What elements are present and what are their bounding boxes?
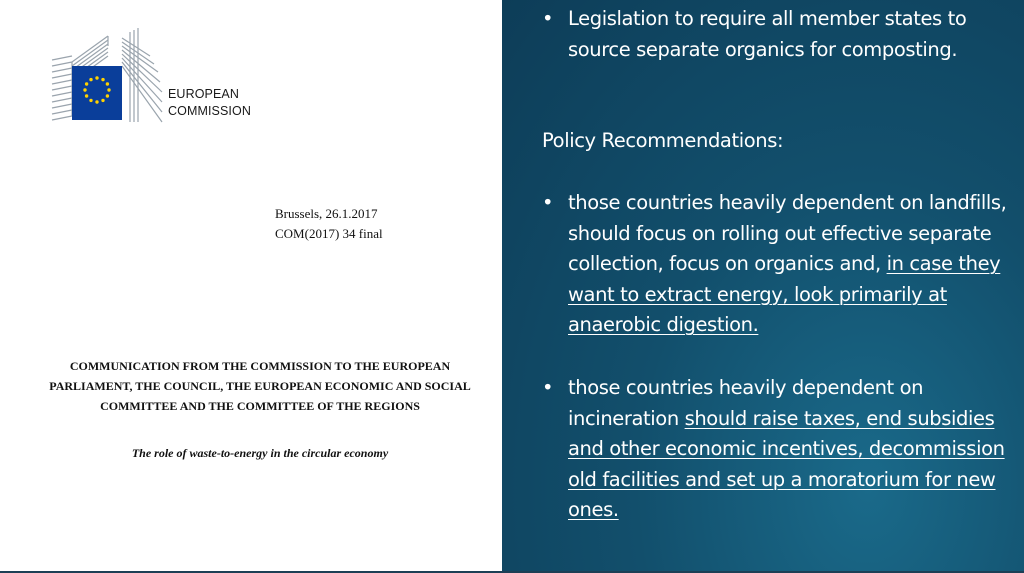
recommendation-text [568,188,1022,341]
recommendation-text [568,373,1022,526]
title-line: COMMITTEE AND THE COMMITTEE OF THE REGIONS [100,399,420,413]
document-title [40,356,480,416]
recommendation-underlined: should raise taxes, end subsidies and other economic incentives, decommission old facilities and set up a moratorium for new ones. [568,406,1005,521]
document-subtitle: The role of waste-to-energy in the circular economy [131,446,389,460]
recommendation-item [542,373,1022,526]
eu-flag [72,66,122,120]
document-cover-panel [0,0,502,573]
policy-heading: Policy Recommendations: [542,129,784,152]
recommendation-plain: those countries heavily dependent on incineration [568,376,924,430]
bullet-text: Legislation to require all member states to source separate organics for composting. [568,7,967,61]
recommendation-item [542,188,1022,341]
bullet-item [542,4,1022,65]
title-line: COMMUNICATION FROM THE COMMISSION TO THE EUROPEAN [69,359,451,373]
bullet-dot: • [542,376,554,399]
bullet-dot: • [542,7,554,30]
document-meta [275,204,383,244]
logo-wordmark [168,86,251,120]
recommendation-plain: those countries heavily dependent on landfills, should focus on rolling out effective separate collection, focus on organics and, [568,191,1007,275]
bullet-dot: • [542,191,554,214]
logo-line-1: EUROPEAN [168,87,239,101]
document-reference: COM(2017) 34 final [275,226,383,241]
place-date: Brussels, 26.1.2017 [275,206,378,221]
title-line: PARLIAMENT, THE COUNCIL, THE EUROPEAN ECONOMIC AND SOCIAL [49,379,471,393]
recommendation-underlined: in case they want to extract energy, look primarily at anaerobic digestion. [568,252,1001,336]
logo-line-2: COMMISSION [168,104,251,118]
